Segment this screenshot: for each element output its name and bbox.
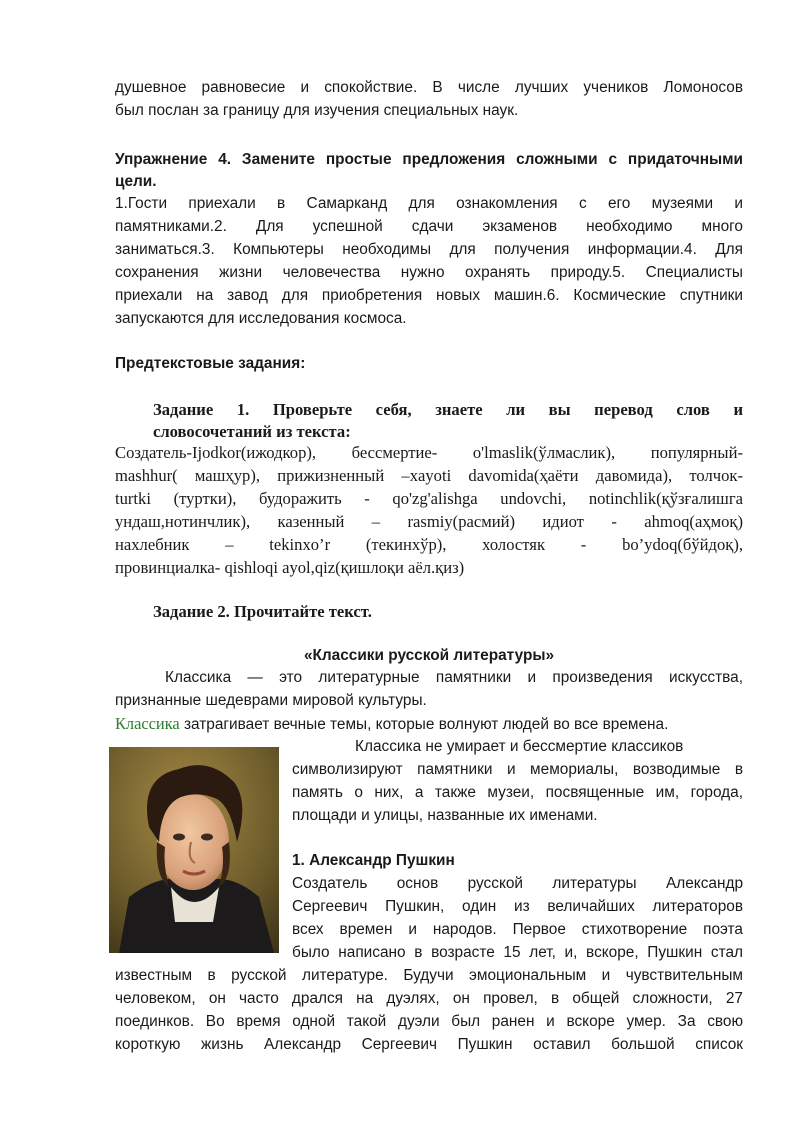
task-1-title: словосочетаний из текста: xyxy=(153,422,351,441)
paragraph-line: Классика — это литературные памятники и произведения искусства, xyxy=(165,669,743,686)
task-1-title: Задание 1. Проверьте себя, знаете ли вы перевод слов и xyxy=(153,400,743,419)
paragraph-text: затрагивает вечные темы, которые волнуют людей во все времена. xyxy=(179,716,669,733)
paragraph-line xyxy=(115,714,668,735)
exercise-4-line: 1.Гости приехали в Самарканд для ознакомления с его музеями и xyxy=(115,195,743,212)
exercise-4-title: цели. xyxy=(115,173,157,190)
section-heading: 1. Александр Пушкин xyxy=(292,852,455,869)
exercise-4-line: приехали на завод для приобретения новых машин.6. Космические спутники xyxy=(115,287,743,304)
pushkin-line: человеком, он часто дрался на дуэлях, он провел, в общей сложности, 27 xyxy=(115,990,743,1007)
pushkin-line: короткую жизнь Александр Сергеевич Пушкин оставил большой список xyxy=(115,1036,743,1053)
vocab-line: провинциалка- qishloqi ayol,qiz(қишлоқи аёл.қиз) xyxy=(115,558,465,577)
vocab-line: нахлебник – tekinxo’r (текинхўр), холостяк - bo’ydoq(бўйдоқ), xyxy=(115,535,743,554)
exercise-4-line: памятниками.2. Для успешной сдачи экзаменов необходимо много xyxy=(115,218,743,235)
intro-line: душевное равновесие и спокойствие. В числе лучших учеников Ломоносов xyxy=(115,79,743,96)
vocab-line: mashhur( машҳур), прижизненный –xayoti davomida(ҳаёти давомида), толчок- xyxy=(115,466,743,485)
paragraph-line: память о них, а также музеи, посвященные им, города, xyxy=(292,784,743,801)
intro-line: был послан за границу для изучения специальных наук. xyxy=(115,102,519,119)
pushkin-line: известным в русской литературе. Будучи эмоциональным и чувствительным xyxy=(115,967,743,984)
paragraph-line: Классика не умирает и бессмертие классиков xyxy=(355,738,684,755)
pushkin-line: Сергеевич Пушкин, один из величайших литераторов xyxy=(292,898,743,915)
pretext-heading: Предтекстовые задания: xyxy=(115,355,306,372)
paragraph-line: площади и улицы, названные их именами. xyxy=(292,807,598,824)
classics-link[interactable]: Классика xyxy=(115,714,180,733)
paragraph-line: символизируют памятники и мемориалы, возводимые в xyxy=(292,761,743,778)
pushkin-portrait xyxy=(109,747,279,953)
pushkin-line: поединков. Во время одной такой дуэли был ранен и вскоре умер. За свою xyxy=(115,1013,743,1030)
vocab-line: Создатель-Ijodkor(ижодкор), бессмертие- o'lmaslik(ўлмаслик), популярный- xyxy=(115,443,743,462)
exercise-4-line: сохранения жизни человечества нужно охранять природу.5. Специалисты xyxy=(115,264,743,281)
exercise-4-line: заниматься.3. Компьютеры необходимы для получения информации.4. Для xyxy=(115,241,743,258)
text-title: «Классики русской литературы» xyxy=(303,647,555,664)
vocab-line: ундаш,нотинчлик), казенный – rasmiy(расмий) идиот - ahmoq(аҳмоқ) xyxy=(115,512,743,531)
paragraph-line: признанные шедеврами мировой культуры. xyxy=(115,692,427,709)
exercise-4-line: запускаются для исследования космоса. xyxy=(115,310,407,327)
pushkin-line: Создатель основ русской литературы Александр xyxy=(292,875,743,892)
task-2-title: Задание 2. Прочитайте текст. xyxy=(153,602,372,621)
pushkin-line: всех времен и народов. Первое стихотворение поэта xyxy=(292,921,743,938)
pushkin-line: было написано в возрасте 15 лет, и, вскоре, Пушкин стал xyxy=(292,944,743,961)
exercise-4-title: Упражнение 4. Замените простые предложения сложными с придаточными xyxy=(115,151,743,168)
vocab-line: turtki (туртки), будоражить - qo'zg'alishga undovchi, notinchlik(қўзғалишга xyxy=(115,489,743,508)
